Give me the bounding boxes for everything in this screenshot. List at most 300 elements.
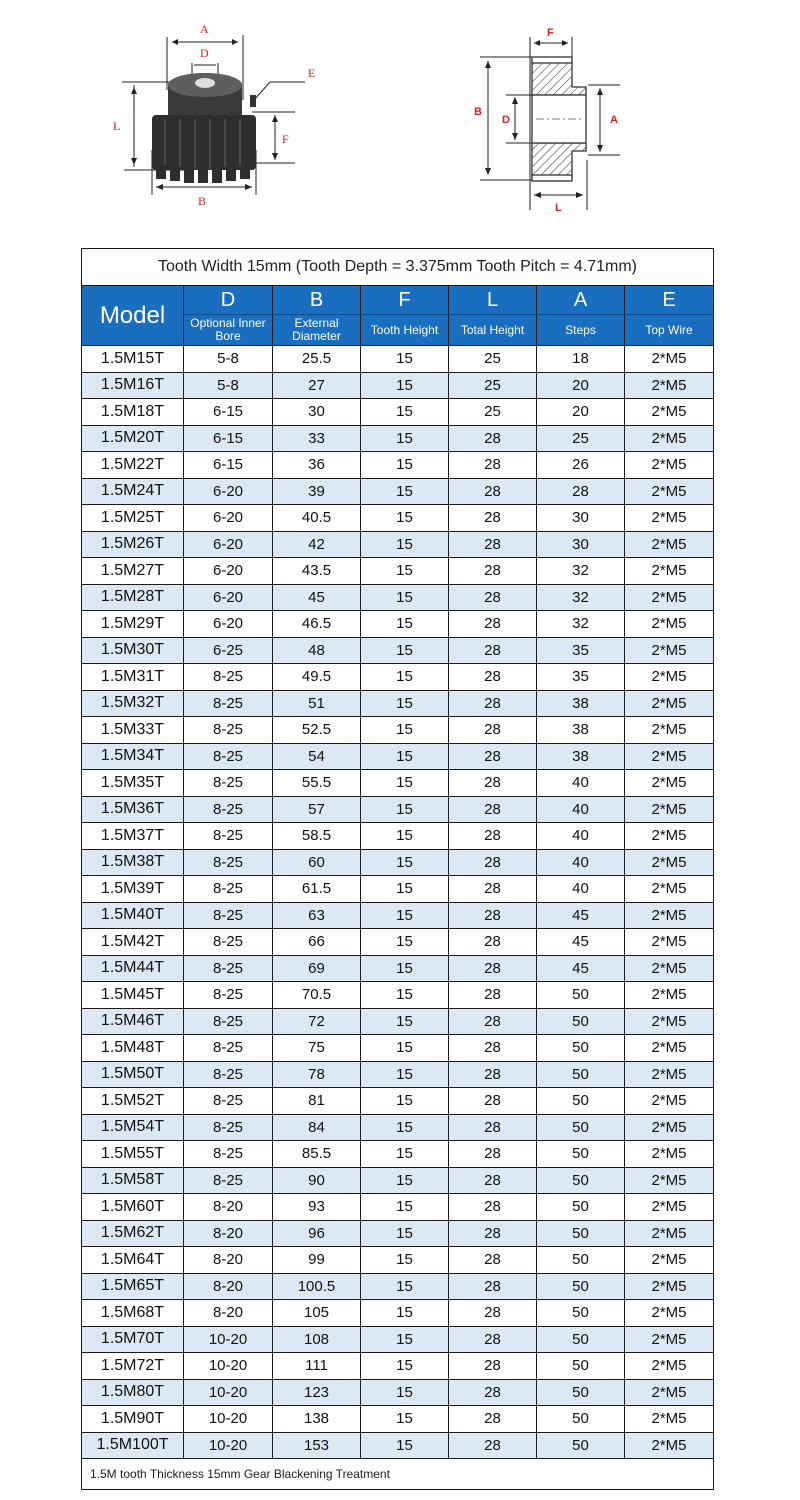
cell-external-diameter: 105 bbox=[273, 1300, 361, 1327]
cell-tooth-height: 15 bbox=[361, 1432, 449, 1459]
cell-tooth-height: 15 bbox=[361, 823, 449, 850]
cell-inner-bore: 6-20 bbox=[184, 505, 273, 532]
gear-illustration-icon bbox=[110, 15, 320, 215]
cell-tooth-height: 15 bbox=[361, 1008, 449, 1035]
cell-inner-bore: 6-25 bbox=[184, 637, 273, 664]
cell-tooth-height: 15 bbox=[361, 796, 449, 823]
cell-top-wire: 2*M5 bbox=[625, 452, 714, 479]
cell-total-height: 28 bbox=[449, 1406, 537, 1433]
cell-model: 1.5M54T bbox=[82, 1114, 184, 1141]
cell-total-height: 28 bbox=[449, 849, 537, 876]
cell-steps: 38 bbox=[537, 717, 625, 744]
cell-inner-bore: 8-25 bbox=[184, 796, 273, 823]
cell-steps: 50 bbox=[537, 982, 625, 1009]
column-desc-top-wire: Top Wire bbox=[625, 315, 714, 346]
cell-inner-bore: 8-25 bbox=[184, 876, 273, 903]
cell-external-diameter: 63 bbox=[273, 902, 361, 929]
cell-steps: 50 bbox=[537, 1008, 625, 1035]
cell-model: 1.5M33T bbox=[82, 717, 184, 744]
cell-model: 1.5M31T bbox=[82, 664, 184, 691]
table-row bbox=[82, 876, 714, 903]
table-row bbox=[82, 346, 714, 373]
column-header-a: A bbox=[537, 286, 625, 315]
cell-tooth-height: 15 bbox=[361, 743, 449, 770]
cell-external-diameter: 99 bbox=[273, 1247, 361, 1274]
cell-steps: 38 bbox=[537, 743, 625, 770]
cell-total-height: 28 bbox=[449, 1247, 537, 1274]
cell-inner-bore: 8-25 bbox=[184, 664, 273, 691]
cell-steps: 50 bbox=[537, 1220, 625, 1247]
cell-tooth-height: 15 bbox=[361, 929, 449, 956]
svg-text:L: L bbox=[113, 119, 121, 133]
cell-top-wire: 2*M5 bbox=[625, 955, 714, 982]
cell-model: 1.5M36T bbox=[82, 796, 184, 823]
cell-model: 1.5M15T bbox=[82, 346, 184, 373]
cell-model: 1.5M55T bbox=[82, 1141, 184, 1168]
cell-steps: 30 bbox=[537, 531, 625, 558]
cell-top-wire: 2*M5 bbox=[625, 717, 714, 744]
cell-inner-bore: 8-25 bbox=[184, 770, 273, 797]
cell-tooth-height: 15 bbox=[361, 1247, 449, 1274]
cell-model: 1.5M25T bbox=[82, 505, 184, 532]
diagrams-area bbox=[0, 0, 800, 240]
cell-total-height: 28 bbox=[449, 1088, 537, 1115]
cell-tooth-height: 15 bbox=[361, 399, 449, 426]
cell-steps: 50 bbox=[537, 1167, 625, 1194]
cell-model: 1.5M68T bbox=[82, 1300, 184, 1327]
cell-steps: 26 bbox=[537, 452, 625, 479]
cell-total-height: 28 bbox=[449, 452, 537, 479]
cell-steps: 32 bbox=[537, 558, 625, 585]
cell-tooth-height: 15 bbox=[361, 346, 449, 373]
cell-tooth-height: 15 bbox=[361, 770, 449, 797]
cell-top-wire: 2*M5 bbox=[625, 796, 714, 823]
cell-tooth-height: 15 bbox=[361, 505, 449, 532]
column-desc-inner-bore: Optional Inner Bore bbox=[184, 315, 273, 346]
cell-top-wire: 2*M5 bbox=[625, 637, 714, 664]
cell-total-height: 28 bbox=[449, 1273, 537, 1300]
column-desc-steps: Steps bbox=[537, 315, 625, 346]
table-row bbox=[82, 982, 714, 1009]
table-title: Tooth Width 15mm (Tooth Depth = 3.375mm Tooth Pitch = 4.71mm) bbox=[82, 249, 714, 286]
cell-model: 1.5M27T bbox=[82, 558, 184, 585]
cell-steps: 32 bbox=[537, 611, 625, 638]
cell-total-height: 28 bbox=[449, 1432, 537, 1459]
cell-top-wire: 2*M5 bbox=[625, 1353, 714, 1380]
cell-tooth-height: 15 bbox=[361, 1406, 449, 1433]
cell-top-wire: 2*M5 bbox=[625, 849, 714, 876]
cell-external-diameter: 48 bbox=[273, 637, 361, 664]
cell-top-wire: 2*M5 bbox=[625, 346, 714, 373]
cell-external-diameter: 30 bbox=[273, 399, 361, 426]
cell-total-height: 28 bbox=[449, 1035, 537, 1062]
cell-inner-bore: 8-20 bbox=[184, 1247, 273, 1274]
cell-total-height: 28 bbox=[449, 637, 537, 664]
cell-top-wire: 2*M5 bbox=[625, 584, 714, 611]
column-desc-total-height: Total Height bbox=[449, 315, 537, 346]
cell-inner-bore: 8-20 bbox=[184, 1194, 273, 1221]
cell-steps: 45 bbox=[537, 902, 625, 929]
svg-text:D: D bbox=[200, 46, 209, 60]
cell-total-height: 28 bbox=[449, 743, 537, 770]
cell-model: 1.5M24T bbox=[82, 478, 184, 505]
table-footer-row bbox=[82, 1459, 714, 1490]
table-row bbox=[82, 1247, 714, 1274]
table-row bbox=[82, 743, 714, 770]
cell-model: 1.5M32T bbox=[82, 690, 184, 717]
cell-top-wire: 2*M5 bbox=[625, 531, 714, 558]
cell-total-height: 28 bbox=[449, 1379, 537, 1406]
cell-model: 1.5M26T bbox=[82, 531, 184, 558]
cell-steps: 40 bbox=[537, 770, 625, 797]
cell-steps: 40 bbox=[537, 849, 625, 876]
cell-tooth-height: 15 bbox=[361, 690, 449, 717]
cell-tooth-height: 15 bbox=[361, 1353, 449, 1380]
cell-total-height: 28 bbox=[449, 584, 537, 611]
table-row bbox=[82, 929, 714, 956]
cell-top-wire: 2*M5 bbox=[625, 478, 714, 505]
cell-tooth-height: 15 bbox=[361, 558, 449, 585]
cell-steps: 50 bbox=[537, 1432, 625, 1459]
svg-text:B: B bbox=[474, 106, 482, 118]
svg-text:D: D bbox=[502, 114, 510, 126]
cell-steps: 45 bbox=[537, 955, 625, 982]
cell-external-diameter: 70.5 bbox=[273, 982, 361, 1009]
cell-top-wire: 2*M5 bbox=[625, 558, 714, 585]
cell-top-wire: 2*M5 bbox=[625, 1432, 714, 1459]
cell-total-height: 28 bbox=[449, 1353, 537, 1380]
table-row bbox=[82, 1406, 714, 1433]
table-row bbox=[82, 637, 714, 664]
cell-top-wire: 2*M5 bbox=[625, 1114, 714, 1141]
cell-inner-bore: 8-25 bbox=[184, 1035, 273, 1062]
cell-inner-bore: 8-25 bbox=[184, 1114, 273, 1141]
svg-text:B: B bbox=[198, 194, 207, 208]
cell-total-height: 25 bbox=[449, 399, 537, 426]
cell-model: 1.5M45T bbox=[82, 982, 184, 1009]
cell-top-wire: 2*M5 bbox=[625, 399, 714, 426]
cell-model: 1.5M30T bbox=[82, 637, 184, 664]
cell-top-wire: 2*M5 bbox=[625, 1326, 714, 1353]
cell-tooth-height: 15 bbox=[361, 955, 449, 982]
cell-top-wire: 2*M5 bbox=[625, 1008, 714, 1035]
table-row bbox=[82, 955, 714, 982]
cell-top-wire: 2*M5 bbox=[625, 611, 714, 638]
cell-steps: 50 bbox=[537, 1326, 625, 1353]
cell-top-wire: 2*M5 bbox=[625, 1379, 714, 1406]
cell-top-wire: 2*M5 bbox=[625, 664, 714, 691]
cell-inner-bore: 10-20 bbox=[184, 1326, 273, 1353]
header-letter-row bbox=[82, 286, 714, 315]
cell-model: 1.5M50T bbox=[82, 1061, 184, 1088]
cell-steps: 50 bbox=[537, 1406, 625, 1433]
svg-text:F: F bbox=[282, 132, 289, 146]
cell-steps: 30 bbox=[537, 505, 625, 532]
table-row bbox=[82, 1326, 714, 1353]
cell-steps: 50 bbox=[537, 1035, 625, 1062]
table-row bbox=[82, 849, 714, 876]
cell-inner-bore: 8-25 bbox=[184, 929, 273, 956]
cell-top-wire: 2*M5 bbox=[625, 1167, 714, 1194]
cell-tooth-height: 15 bbox=[361, 531, 449, 558]
cell-inner-bore: 5-8 bbox=[184, 372, 273, 399]
cell-external-diameter: 57 bbox=[273, 796, 361, 823]
cell-steps: 20 bbox=[537, 399, 625, 426]
cell-tooth-height: 15 bbox=[361, 584, 449, 611]
cell-steps: 20 bbox=[537, 372, 625, 399]
cell-steps: 40 bbox=[537, 796, 625, 823]
cell-top-wire: 2*M5 bbox=[625, 1220, 714, 1247]
cell-inner-bore: 8-25 bbox=[184, 717, 273, 744]
column-desc-external-diameter: External Diameter bbox=[273, 315, 361, 346]
table-row bbox=[82, 823, 714, 850]
cell-steps: 50 bbox=[537, 1088, 625, 1115]
cell-inner-bore: 8-25 bbox=[184, 1061, 273, 1088]
svg-text:A: A bbox=[610, 114, 618, 126]
cell-top-wire: 2*M5 bbox=[625, 425, 714, 452]
table-row bbox=[82, 1035, 714, 1062]
cell-model: 1.5M64T bbox=[82, 1247, 184, 1274]
cell-external-diameter: 25.5 bbox=[273, 346, 361, 373]
cell-external-diameter: 75 bbox=[273, 1035, 361, 1062]
cell-model: 1.5M46T bbox=[82, 1008, 184, 1035]
cell-model: 1.5M100T bbox=[82, 1432, 184, 1459]
table-row bbox=[82, 478, 714, 505]
cell-steps: 18 bbox=[537, 346, 625, 373]
table-row bbox=[82, 1220, 714, 1247]
cell-external-diameter: 49.5 bbox=[273, 664, 361, 691]
table-row bbox=[82, 425, 714, 452]
cell-model: 1.5M62T bbox=[82, 1220, 184, 1247]
cell-top-wire: 2*M5 bbox=[625, 1035, 714, 1062]
table-row bbox=[82, 531, 714, 558]
cell-external-diameter: 81 bbox=[273, 1088, 361, 1115]
column-header-l: L bbox=[449, 286, 537, 315]
cell-inner-bore: 10-20 bbox=[184, 1432, 273, 1459]
cell-model: 1.5M28T bbox=[82, 584, 184, 611]
cell-model: 1.5M22T bbox=[82, 452, 184, 479]
cell-external-diameter: 96 bbox=[273, 1220, 361, 1247]
cell-inner-bore: 8-25 bbox=[184, 1167, 273, 1194]
cell-top-wire: 2*M5 bbox=[625, 1406, 714, 1433]
cell-total-height: 28 bbox=[449, 690, 537, 717]
table-row bbox=[82, 584, 714, 611]
cell-external-diameter: 58.5 bbox=[273, 823, 361, 850]
cross-section-diagram-icon bbox=[470, 25, 640, 220]
svg-text:E: E bbox=[308, 66, 316, 80]
cell-external-diameter: 90 bbox=[273, 1167, 361, 1194]
cell-inner-bore: 6-20 bbox=[184, 478, 273, 505]
cell-model: 1.5M60T bbox=[82, 1194, 184, 1221]
cell-tooth-height: 15 bbox=[361, 902, 449, 929]
cell-steps: 50 bbox=[537, 1379, 625, 1406]
cell-model: 1.5M44T bbox=[82, 955, 184, 982]
cell-top-wire: 2*M5 bbox=[625, 1273, 714, 1300]
cell-tooth-height: 15 bbox=[361, 372, 449, 399]
cell-steps: 50 bbox=[537, 1114, 625, 1141]
cell-model: 1.5M72T bbox=[82, 1353, 184, 1380]
cell-external-diameter: 45 bbox=[273, 584, 361, 611]
cell-tooth-height: 15 bbox=[361, 1300, 449, 1327]
cell-model: 1.5M58T bbox=[82, 1167, 184, 1194]
table-row bbox=[82, 1379, 714, 1406]
cell-tooth-height: 15 bbox=[361, 1088, 449, 1115]
table-row bbox=[82, 1088, 714, 1115]
cell-top-wire: 2*M5 bbox=[625, 770, 714, 797]
table-row bbox=[82, 1167, 714, 1194]
cell-external-diameter: 108 bbox=[273, 1326, 361, 1353]
cell-total-height: 28 bbox=[449, 1326, 537, 1353]
cell-inner-bore: 8-25 bbox=[184, 982, 273, 1009]
cell-inner-bore: 8-25 bbox=[184, 849, 273, 876]
table-footer-note: 1.5M tooth Thickness 15mm Gear Blackening Treatment bbox=[82, 1459, 714, 1490]
cell-total-height: 28 bbox=[449, 1061, 537, 1088]
cell-total-height: 25 bbox=[449, 346, 537, 373]
cell-total-height: 28 bbox=[449, 558, 537, 585]
cell-inner-bore: 8-25 bbox=[184, 1088, 273, 1115]
cell-model: 1.5M29T bbox=[82, 611, 184, 638]
table-row bbox=[82, 690, 714, 717]
cell-model: 1.5M18T bbox=[82, 399, 184, 426]
cell-external-diameter: 100.5 bbox=[273, 1273, 361, 1300]
cell-total-height: 28 bbox=[449, 955, 537, 982]
cell-inner-bore: 5-8 bbox=[184, 346, 273, 373]
cell-top-wire: 2*M5 bbox=[625, 823, 714, 850]
cell-steps: 25 bbox=[537, 425, 625, 452]
table-row bbox=[82, 1300, 714, 1327]
cell-steps: 50 bbox=[537, 1273, 625, 1300]
cell-steps: 50 bbox=[537, 1141, 625, 1168]
cell-external-diameter: 66 bbox=[273, 929, 361, 956]
cell-tooth-height: 15 bbox=[361, 1061, 449, 1088]
cell-top-wire: 2*M5 bbox=[625, 690, 714, 717]
cell-external-diameter: 93 bbox=[273, 1194, 361, 1221]
cell-tooth-height: 15 bbox=[361, 637, 449, 664]
cell-model: 1.5M70T bbox=[82, 1326, 184, 1353]
cell-steps: 50 bbox=[537, 1353, 625, 1380]
cell-top-wire: 2*M5 bbox=[625, 743, 714, 770]
cell-external-diameter: 54 bbox=[273, 743, 361, 770]
cell-total-height: 28 bbox=[449, 1141, 537, 1168]
cell-inner-bore: 10-20 bbox=[184, 1379, 273, 1406]
cell-external-diameter: 72 bbox=[273, 1008, 361, 1035]
cell-model: 1.5M37T bbox=[82, 823, 184, 850]
svg-text:F: F bbox=[547, 27, 554, 39]
cell-steps: 40 bbox=[537, 876, 625, 903]
cell-tooth-height: 15 bbox=[361, 1273, 449, 1300]
cell-external-diameter: 111 bbox=[273, 1353, 361, 1380]
cell-tooth-height: 15 bbox=[361, 1194, 449, 1221]
table-row bbox=[82, 664, 714, 691]
cell-top-wire: 2*M5 bbox=[625, 1247, 714, 1274]
cell-total-height: 28 bbox=[449, 1114, 537, 1141]
cell-external-diameter: 60 bbox=[273, 849, 361, 876]
cell-external-diameter: 84 bbox=[273, 1114, 361, 1141]
table-row bbox=[82, 1008, 714, 1035]
cell-external-diameter: 51 bbox=[273, 690, 361, 717]
cell-external-diameter: 39 bbox=[273, 478, 361, 505]
cell-tooth-height: 15 bbox=[361, 478, 449, 505]
cell-inner-bore: 10-20 bbox=[184, 1353, 273, 1380]
cell-external-diameter: 43.5 bbox=[273, 558, 361, 585]
cell-tooth-height: 15 bbox=[361, 452, 449, 479]
cell-top-wire: 2*M5 bbox=[625, 1194, 714, 1221]
cell-tooth-height: 15 bbox=[361, 982, 449, 1009]
cell-steps: 50 bbox=[537, 1300, 625, 1327]
cell-external-diameter: 153 bbox=[273, 1432, 361, 1459]
cell-total-height: 28 bbox=[449, 505, 537, 532]
cell-inner-bore: 8-25 bbox=[184, 1008, 273, 1035]
table-row bbox=[82, 902, 714, 929]
svg-text:A: A bbox=[200, 22, 209, 36]
cell-tooth-height: 15 bbox=[361, 664, 449, 691]
cell-steps: 28 bbox=[537, 478, 625, 505]
column-header-f: F bbox=[361, 286, 449, 315]
cell-external-diameter: 40.5 bbox=[273, 505, 361, 532]
column-desc-tooth-height: Tooth Height bbox=[361, 315, 449, 346]
cell-top-wire: 2*M5 bbox=[625, 1061, 714, 1088]
table-row bbox=[82, 1061, 714, 1088]
cell-total-height: 28 bbox=[449, 1300, 537, 1327]
cell-total-height: 28 bbox=[449, 876, 537, 903]
cell-total-height: 28 bbox=[449, 796, 537, 823]
cell-inner-bore: 6-20 bbox=[184, 611, 273, 638]
table-row bbox=[82, 796, 714, 823]
cell-total-height: 28 bbox=[449, 1220, 537, 1247]
cell-tooth-height: 15 bbox=[361, 1141, 449, 1168]
cell-external-diameter: 42 bbox=[273, 531, 361, 558]
cell-top-wire: 2*M5 bbox=[625, 876, 714, 903]
cell-steps: 35 bbox=[537, 664, 625, 691]
cell-tooth-height: 15 bbox=[361, 1326, 449, 1353]
cell-steps: 35 bbox=[537, 637, 625, 664]
cell-steps: 50 bbox=[537, 1247, 625, 1274]
cell-total-height: 28 bbox=[449, 611, 537, 638]
cell-total-height: 28 bbox=[449, 823, 537, 850]
table-row bbox=[82, 770, 714, 797]
cell-model: 1.5M65T bbox=[82, 1273, 184, 1300]
cell-inner-bore: 6-20 bbox=[184, 584, 273, 611]
table-row bbox=[82, 1432, 714, 1459]
cell-model: 1.5M42T bbox=[82, 929, 184, 956]
cell-model: 1.5M90T bbox=[82, 1406, 184, 1433]
cell-inner-bore: 8-20 bbox=[184, 1220, 273, 1247]
cell-inner-bore: 8-25 bbox=[184, 823, 273, 850]
cell-external-diameter: 27 bbox=[273, 372, 361, 399]
cell-inner-bore: 8-25 bbox=[184, 902, 273, 929]
cell-tooth-height: 15 bbox=[361, 611, 449, 638]
table-row bbox=[82, 1141, 714, 1168]
cell-top-wire: 2*M5 bbox=[625, 372, 714, 399]
cell-total-height: 28 bbox=[449, 664, 537, 691]
cell-tooth-height: 15 bbox=[361, 717, 449, 744]
cell-steps: 45 bbox=[537, 929, 625, 956]
cell-inner-bore: 8-25 bbox=[184, 743, 273, 770]
cell-model: 1.5M80T bbox=[82, 1379, 184, 1406]
cell-external-diameter: 123 bbox=[273, 1379, 361, 1406]
cell-tooth-height: 15 bbox=[361, 1220, 449, 1247]
cell-inner-bore: 6-20 bbox=[184, 558, 273, 585]
cell-tooth-height: 15 bbox=[361, 1379, 449, 1406]
column-header-b: B bbox=[273, 286, 361, 315]
cell-steps: 38 bbox=[537, 690, 625, 717]
table-row bbox=[82, 1273, 714, 1300]
cell-inner-bore: 6-15 bbox=[184, 452, 273, 479]
cell-external-diameter: 138 bbox=[273, 1406, 361, 1433]
cell-model: 1.5M16T bbox=[82, 372, 184, 399]
cell-external-diameter: 85.5 bbox=[273, 1141, 361, 1168]
cell-external-diameter: 33 bbox=[273, 425, 361, 452]
